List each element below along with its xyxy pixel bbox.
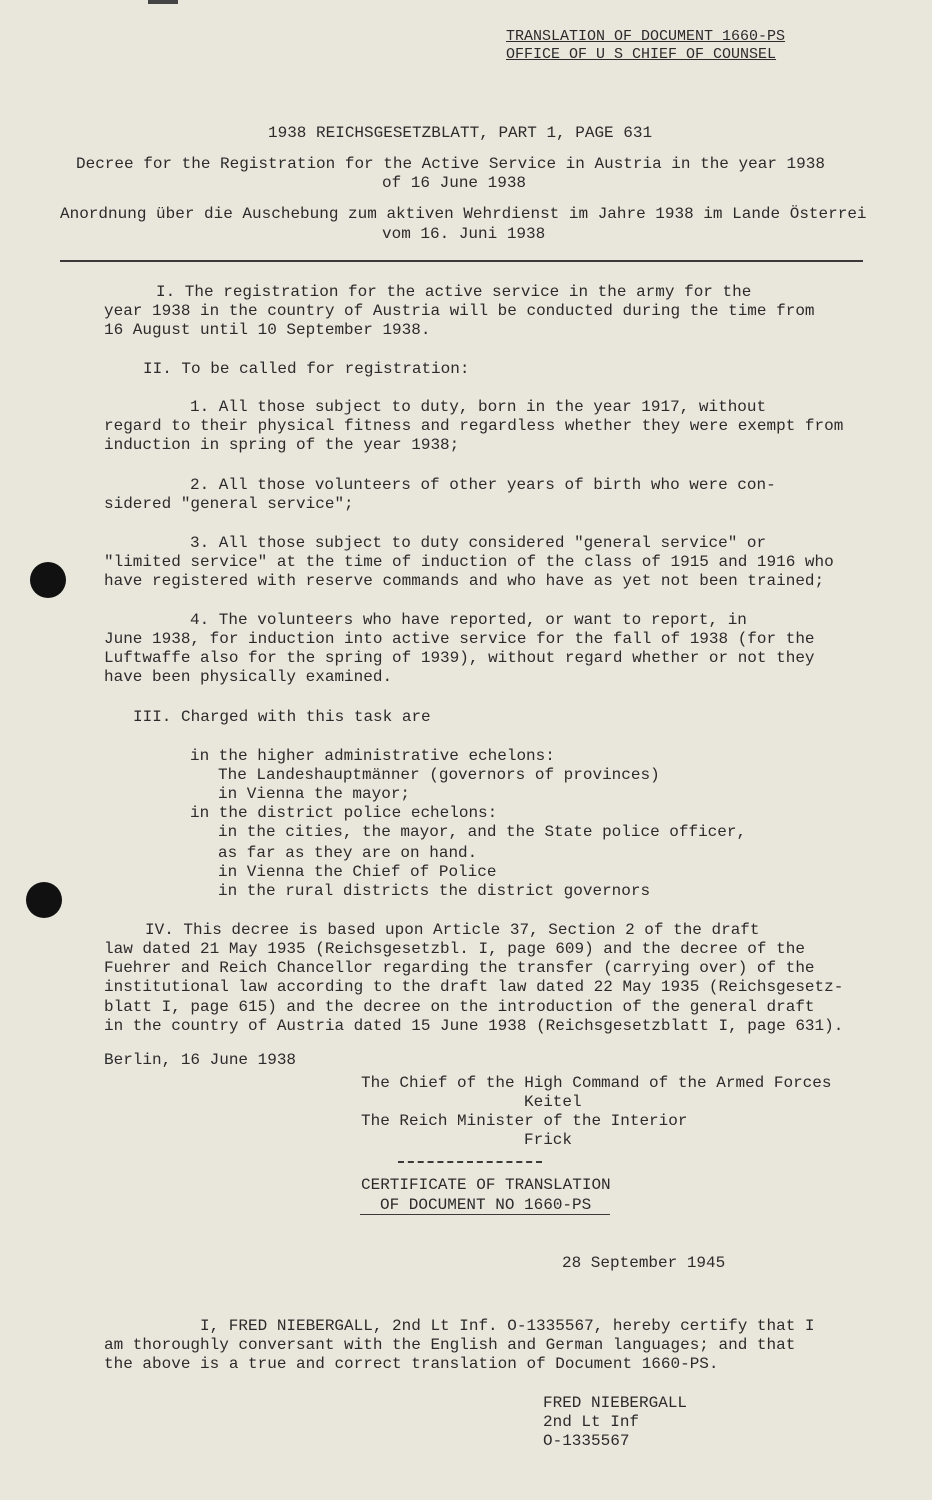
signature-separator bbox=[398, 1161, 542, 1163]
decree-title-line-1: Decree for the Registration for the Active Service in Austria in the year 1938 bbox=[76, 155, 825, 173]
section-1-line-2: year 1938 in the country of Austria will be conducted during the time from bbox=[104, 302, 815, 320]
item-2-line-1: 2. All those volunteers of other years of birth who were con- bbox=[190, 476, 776, 494]
punch-hole-upper bbox=[30, 562, 66, 598]
section-1-line-1: I. The registration for the active service in the army for the bbox=[156, 283, 752, 301]
certificate-body-line-1: I, FRED NIEBERGALL, 2nd Lt Inf. O-1335567, hereby certify that I bbox=[200, 1317, 815, 1335]
item-1-line-1: 1. All those subject to duty, born in the year 1917, without bbox=[190, 398, 767, 416]
section-3-heading: III. Charged with this task are bbox=[133, 708, 431, 726]
place-date: Berlin, 16 June 1938 bbox=[104, 1051, 297, 1069]
item-1-line-2: regard to their physical fitness and regardless whether they were exempt from bbox=[104, 417, 844, 435]
signature-title-2: The Reich Minister of the Interior bbox=[361, 1112, 688, 1130]
signature-title-1: The Chief of the High Command of the Armed Forces bbox=[361, 1074, 832, 1092]
signature-name-1: Keitel bbox=[524, 1093, 582, 1111]
section-3-line-6: as far as they are on hand. bbox=[218, 844, 478, 862]
item-4-line-4: have been physically examined. bbox=[104, 668, 393, 686]
header-line-2: OFFICE OF U S CHIEF OF COUNSEL bbox=[506, 46, 777, 63]
section-1-line-3: 16 August until 10 September 1938. bbox=[104, 321, 431, 339]
header-line-1: TRANSLATION OF DOCUMENT 1660-PS bbox=[506, 28, 786, 45]
item-3-line-3: have registered with reserve commands and who have as yet not been trained; bbox=[104, 572, 825, 590]
section-3-line-7: in Vienna the Chief of Police bbox=[218, 863, 497, 881]
section-4-line-2: law dated 21 May 1935 (Reichsgesetzbl. I, page 609) and the decree of the bbox=[104, 940, 805, 958]
top-edge-mark bbox=[148, 0, 178, 4]
source-citation: 1938 REICHSGESETZBLATT, PART 1, PAGE 631 bbox=[268, 124, 653, 142]
section-3-line-8: in the rural districts the district governors bbox=[218, 882, 651, 900]
section-4-line-3: Fuehrer and Reich Chancellor regarding the transfer (carrying over) of the bbox=[104, 959, 815, 977]
item-3-line-2: "limited service" at the time of induction of the class of 1915 and 1916 who bbox=[104, 553, 834, 571]
certificate-heading-2: OF DOCUMENT NO 1660-PS bbox=[380, 1196, 592, 1214]
item-4-line-2: June 1938, for induction into active service for the fall of 1938 (for the bbox=[104, 630, 815, 648]
section-4-line-1: IV. This decree is based upon Article 37, Section 2 of the draft bbox=[145, 921, 760, 939]
signer-serial: O-1335567 bbox=[543, 1432, 630, 1450]
certificate-body-line-2: am thoroughly conversant with the English and German languages; and that bbox=[104, 1336, 796, 1354]
section-3-line-1: in the higher administrative echelons: bbox=[190, 747, 555, 765]
punch-hole-lower bbox=[26, 882, 62, 918]
document-header bbox=[506, 28, 785, 64]
certificate-date: 28 September 1945 bbox=[562, 1254, 726, 1272]
item-4-line-1: 4. The volunteers who have reported, or want to report, in bbox=[190, 611, 747, 629]
section-3-line-2: The Landeshauptmänner (governors of provinces) bbox=[218, 766, 660, 784]
section-3-line-3: in Vienna the mayor; bbox=[218, 785, 411, 803]
title-divider bbox=[60, 260, 863, 262]
signer-name: FRED NIEBERGALL bbox=[543, 1394, 688, 1412]
german-title-line-2: vom 16. Juni 1938 bbox=[382, 225, 546, 243]
section-4-line-4: institutional law according to the draft law dated 22 May 1935 (Reichsgesetz- bbox=[104, 978, 844, 996]
section-3-line-4: in the district police echelons: bbox=[190, 804, 498, 822]
section-3-line-5: in the cities, the mayor, and the State police officer, bbox=[218, 823, 747, 841]
item-1-line-3: induction in spring of the year 1938; bbox=[104, 436, 460, 454]
certificate-heading-1: CERTIFICATE OF TRANSLATION bbox=[361, 1176, 611, 1194]
section-4-line-5: blatt I, page 615) and the decree on the introduction of the general draft bbox=[104, 998, 815, 1016]
item-3-line-1: 3. All those subject to duty considered "general service" or bbox=[190, 534, 767, 552]
section-2-heading: II. To be called for registration: bbox=[143, 360, 470, 378]
section-4-line-6: in the country of Austria dated 15 June 1938 (Reichsgesetzblatt I, page 631). bbox=[104, 1017, 844, 1035]
certificate-body-line-3: the above is a true and correct translation of Document 1660-PS. bbox=[104, 1355, 719, 1373]
item-2-line-2: sidered "general service"; bbox=[104, 495, 354, 513]
signature-name-2: Frick bbox=[524, 1131, 573, 1149]
german-title-line-1: Anordnung über die Auschebung zum aktiven Wehrdienst im Jahre 1938 im Lande Österrei bbox=[60, 205, 867, 223]
decree-title-line-2: of 16 June 1938 bbox=[382, 174, 527, 192]
item-4-line-3: Luftwaffe also for the spring of 1939), without regard whether or not they bbox=[104, 649, 815, 667]
certificate-underline bbox=[360, 1214, 610, 1215]
signer-rank: 2nd Lt Inf bbox=[543, 1413, 640, 1431]
